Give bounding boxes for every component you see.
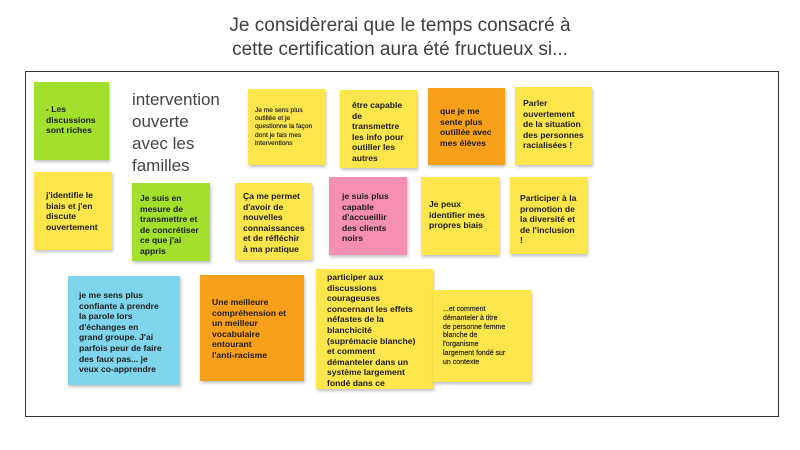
sticky-note[interactable]: Ça me permet d'avoir de nouvelles connaissances et de réfléchir à ma pratique — [235, 183, 312, 260]
title-line-2: cette certification aura été fructueux si... — [232, 39, 568, 60]
sticky-note[interactable]: j'identifie le biais et j'en discute ouvertement — [34, 172, 112, 250]
sticky-note[interactable]: que je me sente plus outillée avec mes élèves — [428, 88, 505, 165]
page-title — [0, 14, 800, 62]
sticky-note[interactable]: participer aux discussions courageuses concernant les effets néfastes de la blanchicité (suprémacie blanche) et comment démanteler dans un système largement fondé dans ce — [316, 269, 433, 389]
sticky-note-board — [25, 71, 779, 417]
sticky-note[interactable]: je suis plus capable d'accueillir des clients noirs — [329, 177, 407, 255]
floating-text[interactable]: intervention ouverte avec les familles — [132, 90, 220, 175]
sticky-note[interactable]: Participer à la promotion de la diversité et de l'inclusion ! — [510, 177, 587, 254]
sticky-note[interactable]: ...et comment démanteler à titre de personne femme blanche de l'organisme largement fondé sur un contexte — [433, 290, 531, 382]
sticky-note[interactable]: Parler ouvertement de la situation des personnes racialisées ! — [515, 87, 592, 165]
sticky-note[interactable]: être capable de transmettre les info pour outiller les autres — [340, 90, 417, 168]
title-line-1: Je considèrerai que le temps consacré à — [229, 15, 571, 36]
sticky-note[interactable]: - Les discussions sont riches — [34, 82, 109, 160]
sticky-note[interactable]: je me sens plus confiante à prendre la parole lors d'échanges en grand groupe. J'ai parfois peur de faire des faux pas... je veux co-apprendre — [68, 276, 180, 385]
sticky-note[interactable]: Je peux identifier mes propres biais — [421, 177, 499, 255]
sticky-note[interactable]: Je suis en mesure de transmettre et de concrétiser ce que j'ai appris — [132, 183, 210, 261]
sticky-note[interactable]: Je me sens plus outillée et je questionne la façon dont je fais mes interventions — [248, 89, 325, 165]
sticky-note[interactable]: Une meilleure compréhension et un meilleur vocabulaire entourant l'anti-racisme — [200, 275, 304, 381]
